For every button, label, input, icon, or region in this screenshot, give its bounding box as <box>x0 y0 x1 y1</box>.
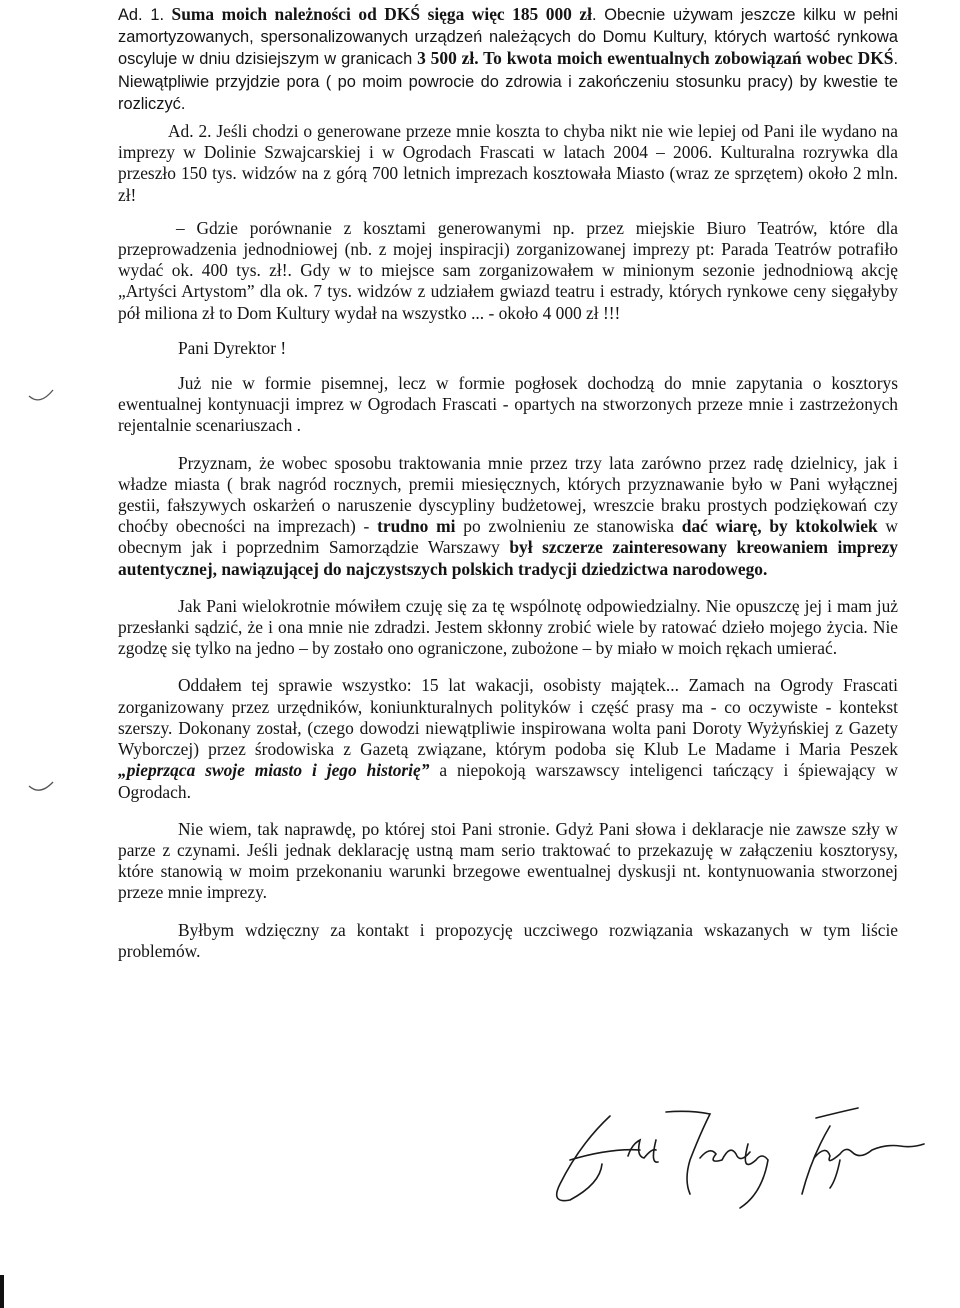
paragraph-community: Jak Pani wielokrotnie mówiłem czuję się za tę wspólnotę odpowiedzialny. Nie opuszczę jej i mam już przesłanki sądzić, że i ona mnie nie zdradzi. Jestem skłonny zrobić wiele by ratować dzieło mojego życia. Nie zgodzę się tylko na jedno – by zostało ono ograniczone, zubożone – by miało w moich rękach umierać. <box>118 595 898 659</box>
ad-1-bold-amount: Suma moich należności od DKŚ sięga więc 185 000 zł <box>171 4 592 24</box>
handwritten-signature <box>540 1104 940 1214</box>
paragraph-sacrifice <box>118 675 898 802</box>
salutation: Pani Dyrektor ! <box>178 337 287 358</box>
admission-text-3: w obecnym jak i poprzednim Samorządzie Warszawy <box>118 516 898 558</box>
paragraph-closing: Byłbym wdzięczny za kontakt i propozycję uczciwego rozwiązania wskazanych w tym liście problemów. <box>118 919 898 961</box>
admission-bold-1: trudno mi <box>377 516 456 537</box>
paragraph-proposal: Nie wiem, tak naprawdę, po której stoi Pani stronie. Gdyż Pani słowa i deklaracje nie zawsze szły w parze z czynami. Jeśli jednak deklarację ustną mam serio traktować to przekazuję w załączeniu kosztorysy, które stanowią w moim przekonaniu warunki brzegowe ewentualnej dyskusji nt. kontynuowania stworzonej przeze mnie imprezy. <box>118 818 898 903</box>
paragraph-comparison: – Gdzie porównanie z kosztami generowanymi np. przez miejskie Biuro Teatrów, które dla przeprowadzenia jednodniowej (nb. z mojej inspiracji) zorganizowanej imprezy pt: Parada Teatrów potrafiło wydać ok. 400 tys. zł!. Gdy w to miejsce sam zorganizowałem w minionym sezonie jednodniową akcję „Artyści Artystom” dla ok. 7 tys. widzów z udziałem gwiazd teatru i estrady, których rynkowe ceny sięgałyby pół miliona zł to Dom Kultury wydał na wszystko ... - około 4 000 zł !!! <box>118 217 898 323</box>
admission-bold-2: dać wiarę, by ktokolwiek <box>681 516 878 537</box>
paragraph-admission <box>118 453 898 580</box>
margin-check-mark-1 <box>26 386 56 412</box>
sacrifice-text-1: Oddałem tej sprawie wszystko: 15 lat wakacji, osobisty majątek... Zamach na Ogrody Frascati zorganizowany przez urzędników, koniunkturalnych polityków i część prasy ma - co oczywiste - kontekst szerszy. Dokonany został, (czego dowodzi niewątpliwie inspirowana wolta pani Doroty Wyżyńskiej z Gazety Wyborczej) przez środowiska z Gazetą związane, którym podoba się Klub Le Madame i Maria Peszek <box>118 675 898 760</box>
ad-1-text-1: . Obecnie używam jeszcze kilku w pełni zamortyzowanych, spersonalizowanych urządzeń należących do Domu Kultury, których wartość rynkowa oscyluje w dniu dzisiejszym w granicach <box>118 6 898 69</box>
scan-edge-mark <box>0 1275 4 1308</box>
admission-bold-3: był szczerze zainteresowany kreowaniem imprezy autentycznej, nawiązującej do najczystszych polskich tradycji dziedzictwa narodowego. <box>118 537 898 579</box>
sacrifice-text-2: a niepokoją warszawscy inteligenci tańczący i śpiewający w Ogrodach. <box>118 760 898 802</box>
paragraph-ad-1 <box>118 4 898 115</box>
ad-1-text-2: . Niewątpliwie przyjdzie pora ( po moim powrocie do zdrowia i zakończeniu stosunku pracy) by kwestie te rozliczyć. <box>118 50 898 113</box>
paragraph-ad-2: Ad. 2. Jeśli chodzi o generowane przeze mnie koszta to chyba nikt nie wie lepiej od Pani ile wydano na imprezy w Dolinie Szwajcarskiej i w Ogrodach Frascati w latach 2004 – 2006. Kulturalna rozrywka dla przeszło 150 tys. widzów na z górą 700 letnich imprezach kosztowała Miasto (wraz ze sprzętem) około 2 mln. zł! <box>118 121 898 205</box>
sacrifice-quote: „pieprząca swoje miasto i jego historię” <box>118 760 430 781</box>
admission-text-2: po zwolnieniu ze stanowiska <box>463 516 674 537</box>
ad-1-bold-obligation: 3 500 zł. To kwota moich ewentualnych zobowiązań wobec DKŚ <box>417 48 894 69</box>
admission-text-1: Przyznam, że wobec sposobu traktowania mnie przez trzy lata zarówno przez radę dzielnicy, jak i władze miasta ( brak nagród rocznych, premii miesięcznych, których przyznawanie było w Pani wyłącznej gestii, fałszywych oskarżeń o naruszenie dyscypliny budżetowej, wreszcie braku prostych podziękowań czy choćby obecności na imprezach) - <box>118 452 898 537</box>
letter-body <box>118 4 898 978</box>
margin-check-mark-2 <box>26 778 56 800</box>
ad-1-lead: Ad. 1. <box>118 6 165 24</box>
paragraph-inquiry: Już nie w formie pisemnej, lecz w formie pogłosek dochodzą do mnie zapytania o kosztorys ewentualnej kontynuacji imprez w Ogrodach Frascati - opartych na stworzonych przeze mnie i zastrzeżonych rejentalnie scenariuszach . <box>118 373 898 436</box>
